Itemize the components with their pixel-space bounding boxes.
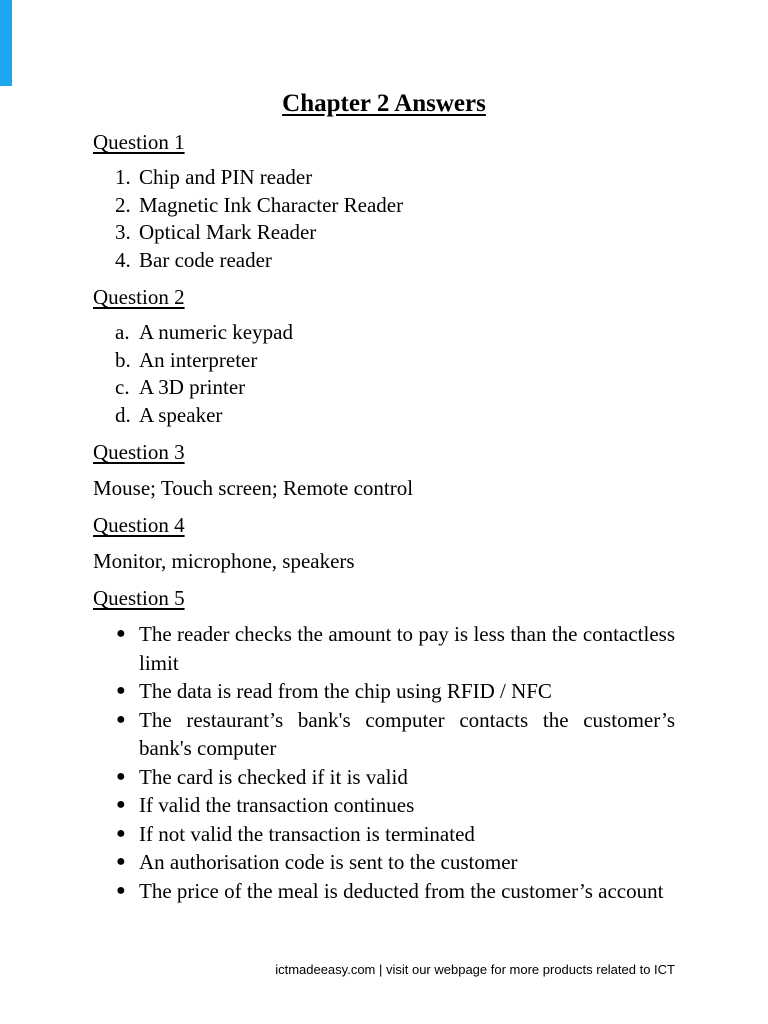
list-item-text: A numeric keypad xyxy=(139,320,293,344)
edge-accent-bar xyxy=(0,0,12,86)
list-item xyxy=(93,820,675,849)
list-item xyxy=(93,192,675,220)
list-item-text: A 3D printer xyxy=(139,375,246,399)
bullet-icon: ● xyxy=(116,625,126,642)
list-item-text: The card is checked if it is valid xyxy=(139,764,408,789)
list-item xyxy=(93,763,675,792)
list-item xyxy=(93,706,675,763)
list-item xyxy=(93,219,675,247)
list-item-text: The data is read from the chip using RFID / NFC xyxy=(139,679,552,703)
list-marker: b. xyxy=(115,347,131,372)
list-marker: c. xyxy=(115,375,130,399)
list-item xyxy=(93,791,675,820)
list-item xyxy=(93,402,675,430)
question-1-heading: Question 1 xyxy=(93,130,185,154)
list-marker: 2. xyxy=(115,192,131,217)
document-page xyxy=(93,86,675,914)
list-marker: 1. xyxy=(115,165,131,189)
bullet-icon: ● xyxy=(116,824,126,842)
list-marker: 4. xyxy=(115,247,131,272)
question-2-heading: Question 2 xyxy=(93,285,185,309)
question-5-answer-list xyxy=(93,620,675,905)
question-1-answer-list xyxy=(93,164,675,274)
list-item xyxy=(93,374,675,402)
page-title: Chapter 2 Answers xyxy=(282,90,486,117)
list-item xyxy=(93,347,675,375)
bullet-icon: ● xyxy=(116,682,126,699)
list-item-text: Optical Mark Reader xyxy=(139,220,317,244)
list-marker: d. xyxy=(115,402,131,427)
question-2-answer-list xyxy=(93,319,675,429)
list-item-text: The restaurant’s bank's computer contacts the customer’s bank's computer xyxy=(139,707,675,760)
list-item xyxy=(93,319,675,347)
list-item-text: If not valid the transaction is terminated xyxy=(139,821,475,846)
list-item xyxy=(93,848,675,877)
question-5-heading: Question 5 xyxy=(93,586,185,610)
list-item xyxy=(93,247,675,275)
list-item xyxy=(93,620,675,677)
question-3-heading: Question 3 xyxy=(93,440,185,464)
bullet-icon: ● xyxy=(116,710,126,728)
bullet-icon: ● xyxy=(116,767,126,785)
list-item-text: The reader checks the amount to pay is less than the contactless limit xyxy=(139,622,675,675)
list-marker: a. xyxy=(115,320,130,344)
list-item-text: Magnetic Ink Character Reader xyxy=(139,192,404,217)
list-item-text: The price of the meal is deducted from the customer’s account xyxy=(139,878,664,903)
list-item-text: An interpreter xyxy=(139,347,258,372)
question-3-answer: Mouse; Touch screen; Remote control xyxy=(93,476,414,500)
list-item-text: Chip and PIN reader xyxy=(139,165,313,189)
list-item xyxy=(93,677,675,706)
list-marker: 3. xyxy=(115,220,131,244)
list-item xyxy=(93,877,675,906)
list-item-text: Bar code reader xyxy=(139,247,272,272)
list-item-text: A speaker xyxy=(139,402,223,427)
question-4-answer: Monitor, microphone, speakers xyxy=(93,549,355,573)
bullet-icon: ● xyxy=(116,853,126,870)
question-4-heading: Question 4 xyxy=(93,513,185,537)
page-footer: ictmadeeasy.com | visit our webpage for more products related to ICT xyxy=(275,962,675,977)
list-item-text: An authorisation code is sent to the customer xyxy=(139,850,518,874)
list-item xyxy=(93,164,675,192)
bullet-icon: ● xyxy=(116,881,126,899)
bullet-icon: ● xyxy=(116,796,126,813)
list-item-text: If valid the transaction continues xyxy=(139,793,415,817)
